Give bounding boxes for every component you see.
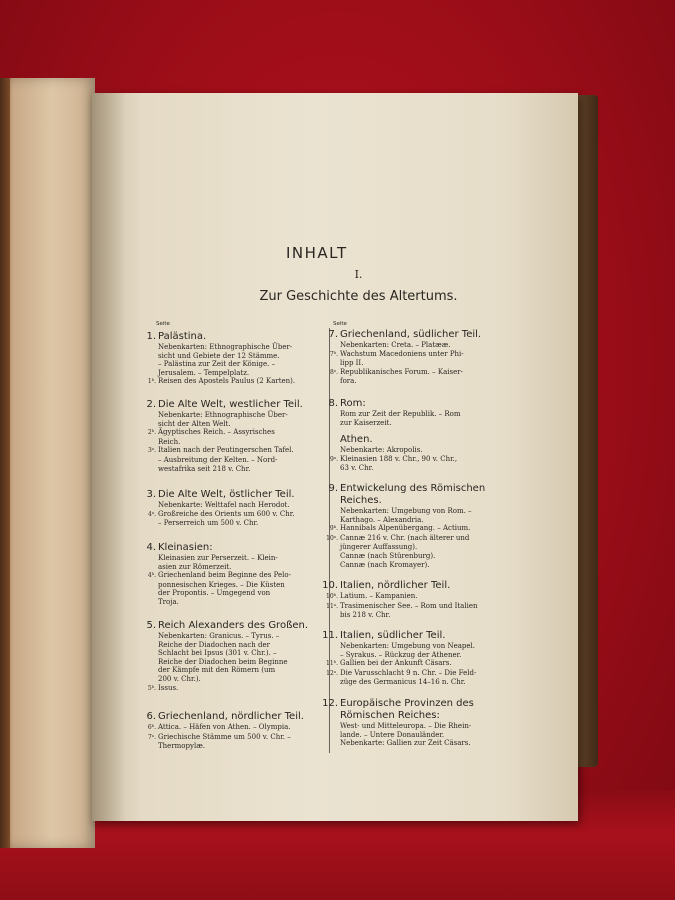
seite-label-left: Seite — [156, 321, 170, 327]
toc-entry-line: – Palästina zur Zeit der Könige. – — [158, 360, 276, 369]
toc-entry-line: 9ᵇ. Hannibals Alpenübergang. – Actium. — [329, 524, 471, 533]
toc-entry-line: Nebenkarte: Welttafel nach Herodot. — [158, 501, 290, 509]
toc-entry-heading — [314, 483, 485, 495]
map-number: 8. — [328, 398, 338, 409]
toc-entry-line: 2ᵇ. Ägyptisches Reich. – Assyrisches — [147, 428, 275, 437]
toc-entry-title: Rom: — [340, 398, 366, 409]
map-number: 4. — [146, 542, 156, 553]
toc-entry — [314, 580, 478, 620]
toc-entry-heading — [132, 331, 295, 343]
toc-entry-title: Griechenland, nördlicher Teil. — [158, 711, 304, 722]
toc-entry-heading — [314, 580, 478, 592]
toc-entry-line: sicht der Alten Welt. — [158, 419, 231, 428]
toc-entry-line: Reiche der Diadochen nach der — [158, 640, 270, 649]
toc-entry-line: Cannæ (nach Kromayer). — [340, 560, 430, 569]
toc-entry-title: Griechenland, südlicher Teil. — [340, 329, 482, 340]
toc-entry-line: 11ᵇ. Gallien bei der Ankunft Cäsars. — [326, 659, 452, 668]
toc-entry — [314, 630, 476, 687]
toc-entry-line: 200 v. Chr.). — [158, 674, 201, 683]
toc-entry-title: Italien, nördlicher Teil. — [340, 580, 451, 591]
toc-entry-title: Die Alte Welt, östlicher Teil. — [158, 489, 295, 500]
toc-entry-line: – Ausbreitung der Kelten. – Nord- — [158, 455, 278, 464]
toc-entry-heading — [314, 398, 461, 410]
toc-entry — [132, 711, 304, 751]
toc-entry-line: fora. — [340, 377, 357, 386]
toc-entry-line: lande. – Untere Donauländer. — [340, 730, 445, 739]
toc-entry — [314, 434, 457, 473]
toc-entry-heading — [314, 698, 474, 710]
toc-entry-title: Reich Alexanders des Großen. — [158, 620, 309, 631]
toc-entry-line: 8ᵃ. Republikanisches Forum. – Kaiser- — [329, 367, 463, 376]
toc-entry-line: 12ᵃ. Die Varusschlacht 9 n. Chr. – Die Feld- — [326, 668, 477, 677]
toc-entry-heading — [132, 711, 304, 723]
map-number: 11. — [322, 630, 338, 641]
toc-entry — [314, 483, 485, 569]
toc-entry-line: Reiche der Diadochen beim Beginne — [158, 657, 288, 666]
map-number: 5. — [146, 620, 156, 631]
toc-entry-line: Nebenkarten: Umgebung von Rom. – — [340, 507, 472, 515]
toc-entry-line: Kleinasien zur Perserzeit. – Klein- — [158, 554, 278, 562]
toc-entry-line: Nebenkarten: Ethnographische Über- — [158, 343, 293, 351]
toc-entry-heading — [314, 329, 481, 341]
toc-entry-line: Karthago. – Alexandria. — [340, 515, 424, 524]
toc-entry-line: Rom zur Zeit der Republik. – Rom — [340, 410, 461, 418]
toc-entry-line: Cannæ (nach Stürenburg). — [340, 551, 436, 560]
toc-entry-line: Nebenkarten: Creta. – Platææ. — [340, 341, 451, 349]
toc-entry-heading — [314, 434, 457, 446]
toc-entry-line: 10ᵃ. Cannæ 216 v. Chr. (nach älterer und — [326, 533, 470, 542]
toc-entry-line: Jerusalem. – Tempelplatz. — [158, 368, 250, 377]
toc-entry-title: Reiches. — [340, 495, 382, 506]
toc-entry-line: 1ᵇ. Reisen des Apostels Paulus (2 Karten). — [147, 377, 296, 386]
toc-entry-line: 63 v. Chr. — [340, 464, 374, 473]
map-number: 3. — [146, 489, 156, 500]
toc-entry-line: zur Kaiserzeit. — [340, 418, 392, 427]
toc-entry-line: 5ᵇ. Issus. — [147, 683, 179, 692]
page-title: INHALT — [286, 244, 348, 262]
toc-entry-line: 4ᵃ. Großreiche des Orients um 600 v. Chr. — [147, 509, 295, 518]
toc-entry-line: Reich. — [158, 437, 181, 446]
map-number: 9. — [328, 483, 338, 494]
toc-entry-heading — [132, 489, 295, 501]
toc-entry — [132, 489, 295, 528]
map-number: 1. — [146, 331, 156, 342]
toc-entry — [314, 698, 474, 748]
toc-entry-line: Thermopylæ. — [158, 742, 205, 751]
map-number: 6. — [146, 711, 156, 722]
toc-entry-line: 4ᵇ. Griechenland beim Beginne des Pelo- — [147, 571, 291, 580]
toc-entry-line: – Syrakus. – Rückzug der Athener. — [340, 650, 462, 659]
toc-entry-title: Römischen Reiches: — [340, 710, 440, 721]
toc-entry — [132, 331, 295, 387]
toc-entry-line: bis 218 v. Chr. — [340, 611, 391, 620]
toc-entry-title: Kleinasien: — [158, 542, 213, 553]
map-number: 12. — [322, 698, 338, 709]
toc-entry-title: Europäische Provinzen des — [340, 698, 474, 709]
toc-entry-title: Entwickelung des Römischen — [340, 483, 486, 494]
toc-entry-heading — [132, 399, 303, 411]
toc-entry-line: 3ᵃ. Italien nach der Peutingerschen Tafel. — [147, 446, 294, 455]
toc-entry — [132, 620, 308, 693]
toc-entry-line: Nebenkarte: Akropolis. — [340, 446, 423, 454]
toc-entry-line: 7ᵇ. Wachstum Macedoniens unter Phi- — [329, 349, 464, 358]
part-number: I. — [354, 268, 363, 281]
toc-entry-heading — [314, 630, 476, 642]
toc-entry-line: ponnesischen Krieges. – Die Küsten — [158, 580, 285, 589]
toc-entry — [314, 398, 461, 427]
toc-entry-heading — [132, 620, 308, 632]
toc-entry — [132, 542, 291, 607]
toc-entry-line: Nebenkarten: Granicus. – Tyrus. – — [158, 632, 280, 640]
toc-entry-line: der Propontis. – Umgegend von — [158, 589, 271, 598]
map-number: 10. — [322, 580, 338, 591]
toc-entry-line: West- und Mitteleuropa. – Die Rhein- — [340, 722, 472, 730]
map-number: 7. — [328, 329, 338, 340]
toc-entry-line: westafrika seit 218 v. Chr. — [158, 464, 251, 473]
toc-entry-line: züge des Germanicus 14–16 n. Chr. — [340, 678, 466, 687]
toc-entry-line: asien zur Römerzeit. — [158, 562, 232, 571]
toc-entry-line: 11ᵃ. Trasimenischer See. – Rom und Italien — [326, 601, 478, 610]
toc-entry-line: 7ᵃ. Griechische Stämme um 500 v. Chr. – — [147, 732, 291, 741]
toc-entry-line: Nebenkarten: Umgebung von Neapel. — [340, 642, 476, 650]
section-subtitle: Zur Geschichte des Altertums. — [259, 289, 458, 304]
toc-entry — [132, 399, 303, 473]
toc-entry-line: der Kämpfe mit den Römern (um — [158, 666, 276, 675]
toc-entry-line: – Perserreich um 500 v. Chr. — [158, 519, 259, 528]
toc-entry — [314, 329, 481, 386]
toc-entry-line: lipp II. — [340, 359, 364, 368]
toc-entry-title: Palästina. — [158, 331, 207, 342]
toc-entry-line: 9ᵃ. Kleinasien 188 v. Chr., 90 v. Chr., — [329, 454, 458, 463]
toc-entry-line: jüngerer Auffassung). — [340, 543, 418, 552]
toc-entry-line: 6ᵇ. Attica. – Häfen von Athen. – Olympia. — [147, 723, 291, 731]
toc-entry-title: Athen. — [340, 434, 373, 445]
toc-entry-line: Schlacht bei Ipsus (301 v. Chr.). – — [158, 649, 277, 658]
map-number: 2. — [146, 399, 156, 410]
toc-entry-title: Italien, südlicher Teil. — [340, 630, 446, 641]
toc-entry-title: Die Alte Welt, westlicher Teil. — [158, 399, 303, 410]
seite-label-right: Seite — [333, 321, 347, 327]
toc-entry-line: sicht und Gebiete der 12 Stämme. — [158, 351, 280, 360]
toc-entry-line: 10ᵇ. Latium. – Kampanien. — [326, 592, 418, 600]
toc-entry-heading — [132, 542, 291, 554]
toc-entry-line: Nebenkarte: Ethnographische Über- — [158, 411, 288, 419]
toc-entry-line: Troja. — [158, 597, 179, 606]
toc-entry-line: Nebenkarte: Gallien zur Zeit Cäsars. — [340, 739, 471, 748]
